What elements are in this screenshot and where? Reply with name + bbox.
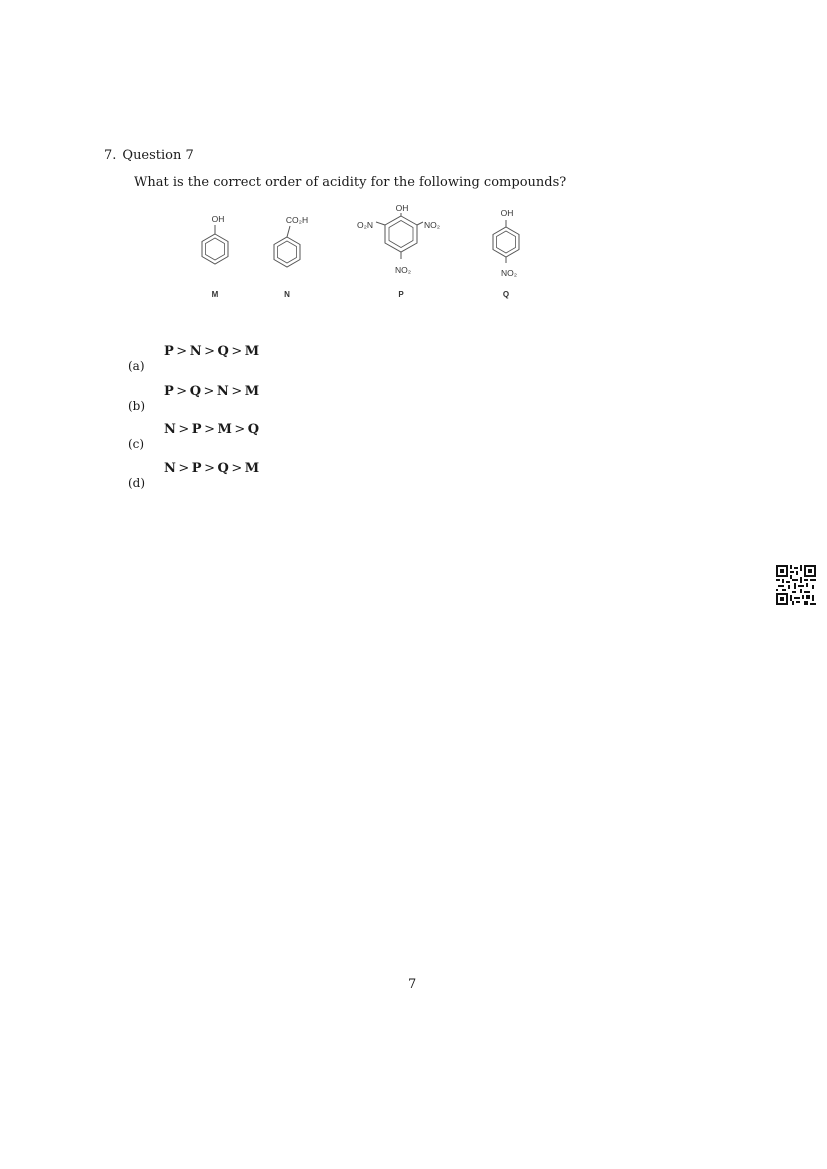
compound-p-left-group: O₂N <box>356 220 374 230</box>
option-d[interactable] <box>128 461 328 503</box>
compound-m-top-group: OH <box>211 214 225 224</box>
option-d-letter: (d) <box>128 476 146 490</box>
compound-p-top-group: OH <box>395 203 409 213</box>
compound-p-structure <box>357 203 440 299</box>
option-a-letter: (a) <box>128 359 145 373</box>
option-b-letter: (b) <box>128 399 146 413</box>
option-b[interactable] <box>128 384 328 426</box>
option-c-letter: (c) <box>128 437 145 451</box>
compound-q-label: Q <box>502 290 510 299</box>
compound-n-label: N <box>284 290 290 299</box>
compound-q-top-group: OH <box>500 208 514 218</box>
compound-m-label: M <box>211 290 219 299</box>
page-number: 7 <box>408 977 417 992</box>
compound-m-structure <box>202 214 228 299</box>
question-header <box>104 148 194 163</box>
compound-q-structure <box>493 208 519 299</box>
chemical-structures-figure <box>170 200 540 305</box>
option-b-answer: P > Q > N > M <box>164 384 260 399</box>
compound-n-top-group: CO₂H <box>285 215 309 225</box>
option-a-answer: P > N > Q > M <box>164 344 260 359</box>
option-a[interactable] <box>128 344 328 386</box>
question-title: Question 7 <box>122 148 194 163</box>
compound-p-label: P <box>398 290 404 299</box>
compound-n-structure <box>274 215 308 299</box>
option-c[interactable] <box>128 422 328 464</box>
compound-q-bottom-group: NO₂ <box>500 268 518 278</box>
compound-p-right-group: NO₂ <box>423 220 441 230</box>
question-number: 7. <box>104 148 117 163</box>
option-d-answer: N > P > Q > M <box>164 461 260 476</box>
compound-p-bottom-group: NO₂ <box>394 265 412 275</box>
question-text: What is the correct order of acidity for the following compounds? <box>134 175 567 190</box>
option-c-answer: N > P > M > Q <box>164 422 260 437</box>
qr-code <box>776 565 816 605</box>
